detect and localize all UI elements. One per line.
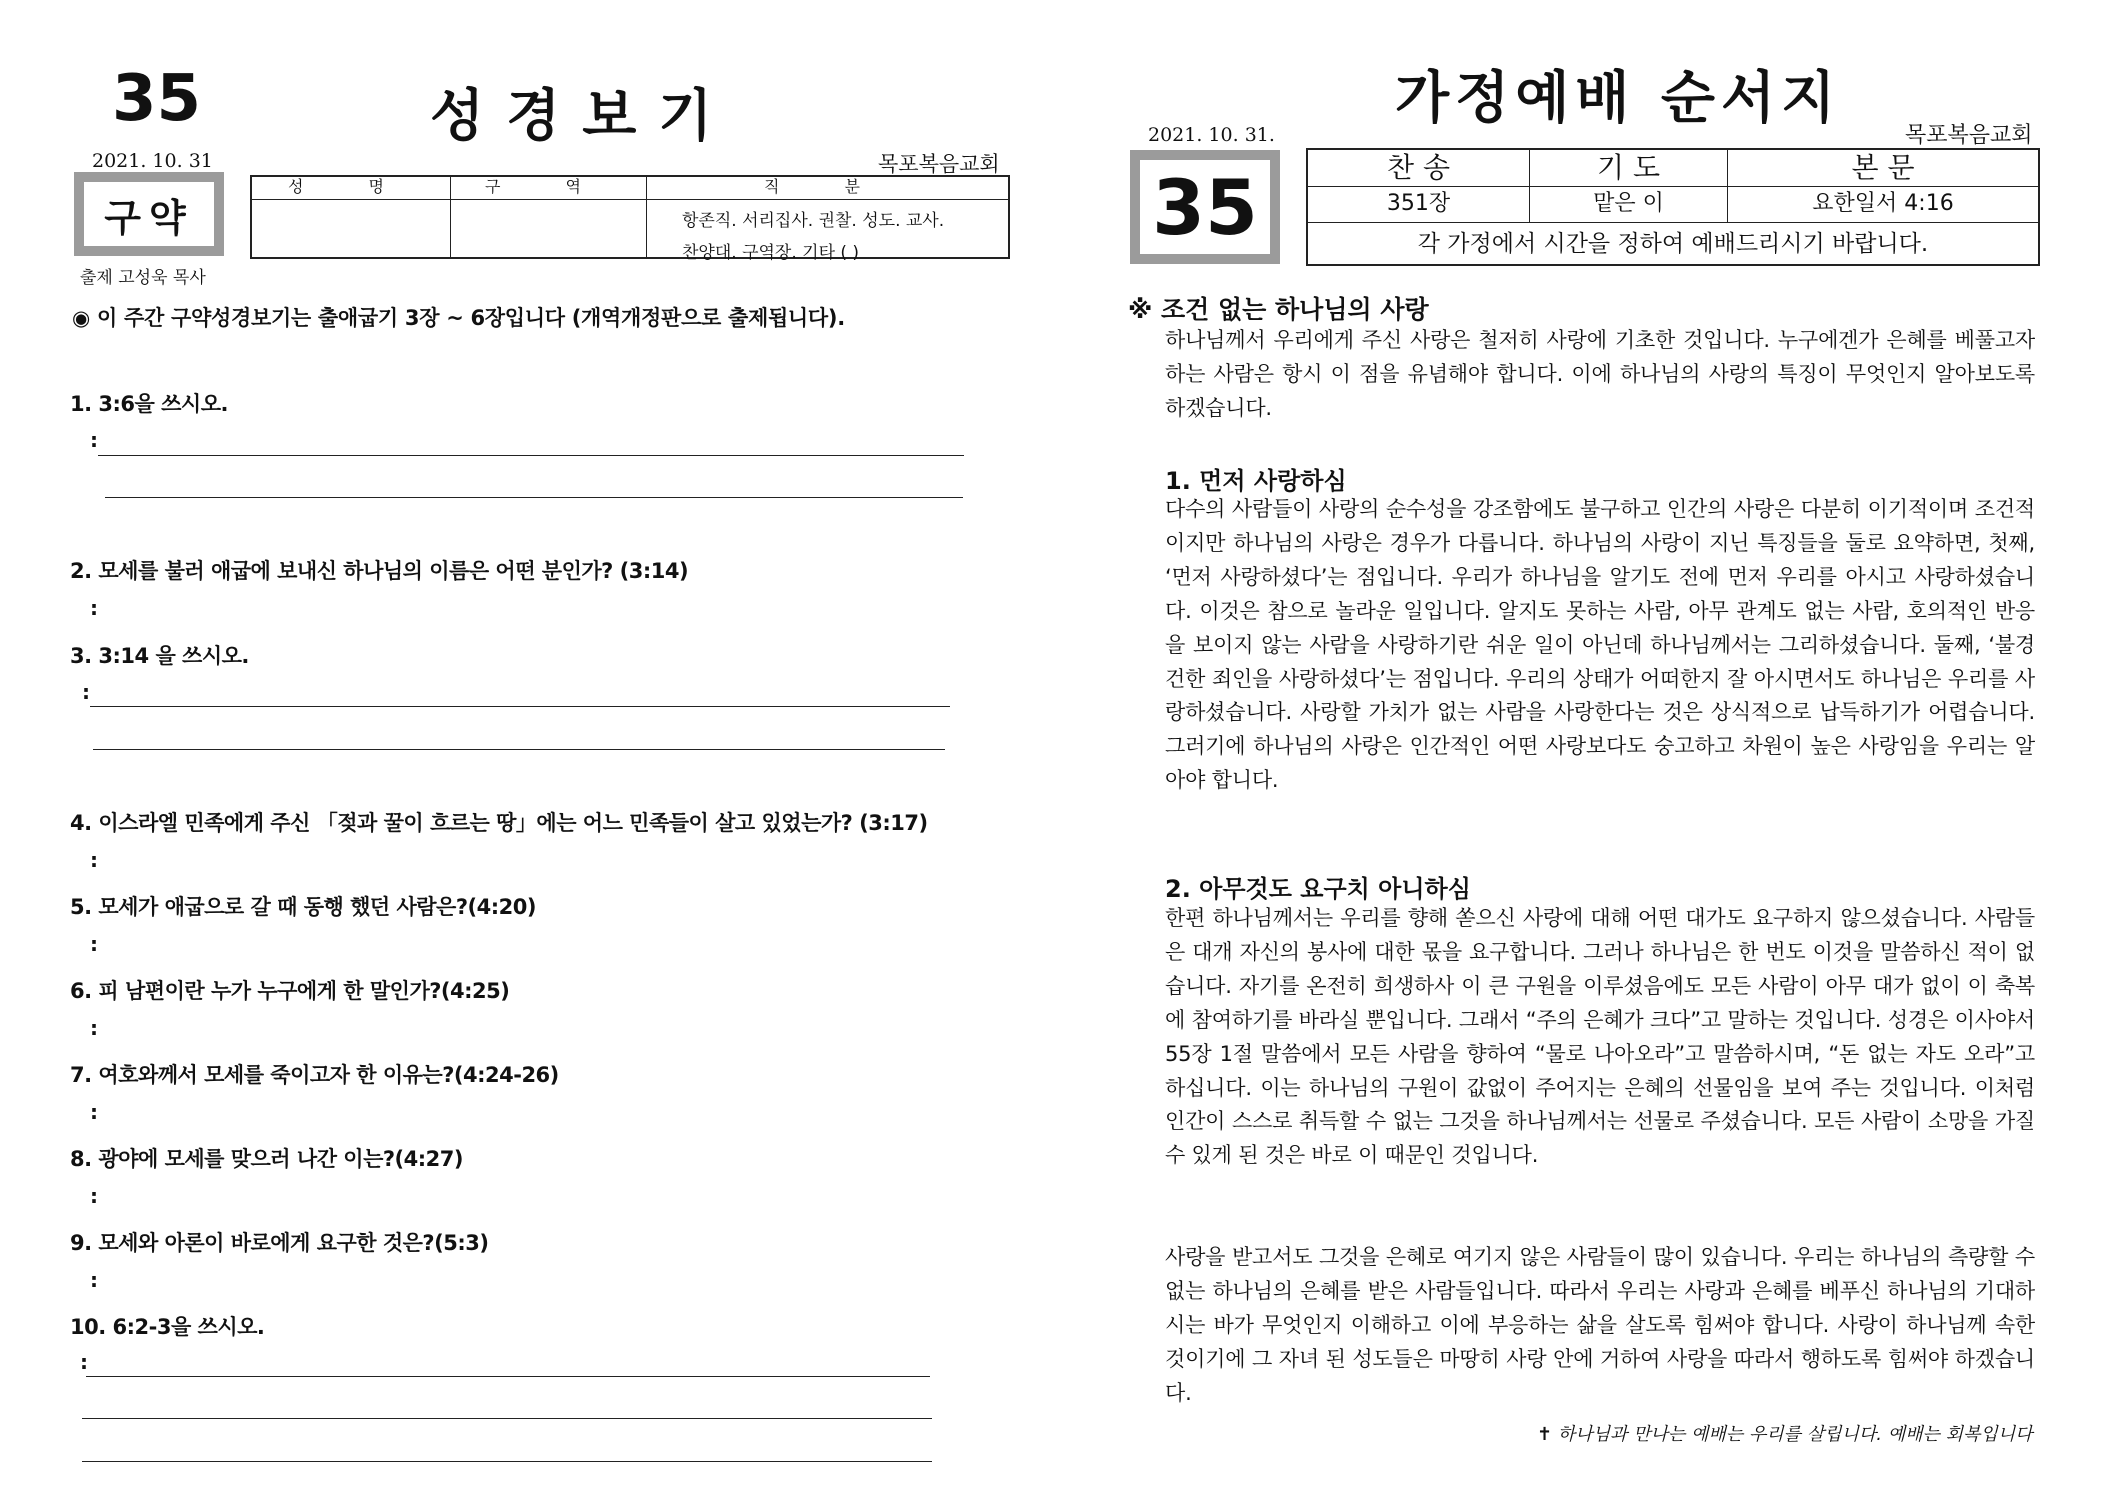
answer-line[interactable]	[105, 497, 963, 498]
answer-line[interactable]	[86, 1376, 930, 1377]
worship-title: 가정예배 순서지	[1395, 66, 1842, 131]
answer-line[interactable]	[82, 1418, 932, 1419]
church-name: 목포복음교회	[1905, 123, 2033, 148]
prayer-header: 기 도	[1530, 150, 1728, 186]
answer-line[interactable]	[98, 455, 964, 456]
question-5: 5. 모세가 애굽으로 갈 때 동행 했던 사람은?(4:20)	[70, 895, 536, 919]
answer-marker: :	[82, 680, 90, 704]
answer-line[interactable]	[90, 706, 950, 707]
worship-order-table	[1306, 148, 2040, 266]
sermon-heading: ※ 조건 없는 하나님의 사랑	[1128, 295, 1429, 324]
answer-line[interactable]	[82, 1461, 932, 1462]
order-value-row	[1308, 186, 2038, 223]
date: 2021. 10. 31	[92, 150, 213, 172]
author: 출제 고성욱 목사	[80, 268, 206, 288]
answer-marker: :	[80, 1350, 88, 1374]
answer-marker: :	[90, 428, 98, 452]
testament-badge	[74, 172, 224, 256]
answer-line[interactable]	[93, 749, 945, 750]
position-header: 직 분	[764, 177, 890, 196]
question-10: 10. 6:2-3을 쓰시오.	[70, 1315, 265, 1339]
question-6: 6. 피 남편이란 누가 누구에게 한 말인가?(4:25)	[70, 979, 510, 1003]
page-title: 성경보기	[430, 84, 735, 149]
district-header: 구 역	[485, 177, 611, 196]
issue-badge	[1130, 150, 1280, 264]
question-2: 2. 모세를 불러 애굽에 보내신 하나님의 이름은 어떤 분인가? (3:14)	[70, 559, 689, 583]
order-note: 각 가정에서 시간을 정하여 예배드리시기 바랍니다.	[1417, 231, 1929, 257]
position-options[interactable]	[682, 205, 944, 269]
intro-paragraph: 하나님께서 우리에게 주신 사랑은 철저히 사랑에 기초한 것입니다. 누구에겐가 은혜를 베풀고자 하는 사람은 항시 이 점을 유념해야 합니다. 이에 하나님의 사랑의 특징이 무엇인지 알아보도록 하겠습니다.	[1165, 328, 2035, 420]
info-table	[250, 175, 1010, 263]
order-header-row	[1308, 150, 2038, 187]
question-9: 9. 모세와 아론이 바로에게 요구한 것은?(5:3)	[70, 1231, 489, 1255]
hymn-header: 찬 송	[1308, 150, 1530, 186]
answer-marker: :	[90, 848, 98, 872]
date: 2021. 10. 31.	[1148, 124, 1275, 146]
hymn-value: 351장	[1308, 186, 1530, 222]
position-options-line2: 찬양대. 구역장. 기타 ( )	[682, 243, 860, 263]
answer-marker: :	[90, 1100, 98, 1124]
church-name: 목포복음교회	[878, 152, 1000, 176]
question-7: 7. 여호와께서 모세를 죽이고자 한 이유는?(4:24-26)	[70, 1063, 559, 1087]
prayer-value: 맡은 이	[1530, 186, 1728, 222]
issue-number: 35	[112, 62, 202, 136]
scripture-value: 요한일서 4:16	[1812, 191, 1954, 216]
position-options-line1: 항존직. 서리집사. 권찰. 성도. 교사.	[682, 211, 945, 231]
testament-badge-label: 구약	[84, 182, 214, 246]
answer-marker: :	[90, 1184, 98, 1208]
intro-notice: ◉ 이 주간 구약성경보기는 출애굽기 3장 ~ 6장입니다 (개역개정판으로 출제됩니다).	[72, 306, 845, 330]
question-8: 8. 광야에 모세를 맞으러 나간 이는?(4:27)	[70, 1147, 463, 1171]
answer-marker: :	[90, 1268, 98, 1292]
answer-marker: :	[90, 1016, 98, 1040]
section-1-body: 다수의 사람들이 사랑의 순수성을 강조함에도 불구하고 인간의 사랑은 다분히 이기적이며 조건적이지만 하나님의 사랑은 경우가 다릅니다. 하나님의 사랑이 지닌 특징들을 둘로 요약하면, 첫째, ‘먼저 사랑하셨다’는 점입니다. 우리가 하나님을 알기도 전에 먼저 우리를 아시고 사랑하셨습니다. 이것은 참으로 놀라운 일입니다. 알지도 못하는 사람, 아무 관계도 없는 사람, 호의적인 반응을 보이지 않는 사람을 사랑하기란 쉬운 일이 아닌데 하나님께서는 그리하셨습니다. 둘째, ‘불경건한 죄인을 사랑하셨다’는 점입니다. 우리의 상태가 어떠한지 잘 아시면서도 하나님은 우리를 사랑하셨습니다. 사랑할 가치가 없는 사람을 사랑한다는 것은 상식적으로 납득하기가 어렵습니다. 그러기에 하나님의 사랑은 인간적인 어떤 사랑보다도 숭고하고 차원이 높은 사랑임을 우리는 알아야 합니다.	[1165, 497, 2035, 793]
question-1: 1. 3:6을 쓰시오.	[70, 392, 228, 416]
question-4: 4. 이스라엘 민족에게 주신 「젖과 꿀이 흐르는 땅」에는 어느 민족들이 살고 있었는가? (3:17)	[70, 811, 928, 835]
answer-marker: :	[90, 932, 98, 956]
answer-marker: :	[90, 596, 98, 620]
closing-paragraph: 사랑을 받고서도 그것을 은혜로 여기지 않은 사람들이 많이 있습니다. 우리는 하나님의 측량할 수 없는 하나님의 은혜를 받은 사람들입니다. 따라서 우리는 사랑과 은혜를 베푸신 하나님의 기대하시는 바가 무엇인지 이해하고 이에 부응하는 삶을 살도록 힘써야 합니다. 사랑이 하나님께 속한 것이기에 그 자녀 된 성도들은 마땅히 사랑 안에 거하여 사랑을 따라서 행하도록 힘써야 하겠습니다.	[1165, 1245, 2035, 1405]
section-2-body: 한편 하나님께서는 우리를 향해 쏟으신 사랑에 대해 어떤 대가도 요구하지 않으셨습니다. 사람들은 대개 자신의 봉사에 대한 몫을 요구합니다. 그러나 하나님은 한 번도 이것을 말씀하신 적이 없습니다. 자기를 온전히 희생하사 이 큰 구원을 이루셨음에도 모든 사람이 아무 대가 없이 이 축복에 참여하기를 바라실 뿐입니다. 그래서 “주의 은혜가 크다”고 말하는 것입니다. 성경은 이사야서 55장 1절 말씀에서 모든 사람을 향하여 “물로 나아오라”고 말씀하시며, “돈 없는 자도 오라”고 하십니다. 이는 하나님의 구원이 값없이 주어지는 은혜의 선물임을 보여 주는 것입니다. 이처럼 인간이 스스로 취득할 수 없는 그것을 하나님께서는 선물로 주셨습니다. 모든 사람이 소망을 가질 수 있게 된 것은 바로 이 때문인 것입니다.	[1165, 906, 2035, 1168]
scripture-header: 본 문	[1851, 151, 1915, 184]
issue-number: 35	[1140, 160, 1270, 254]
question-3: 3. 3:14 을 쓰시오.	[70, 644, 249, 668]
district-column[interactable]	[450, 177, 647, 257]
section-2-title: 2. 아무것도 요구치 아니하심	[1165, 875, 1471, 903]
section-1-title: 1. 먼저 사랑하심	[1165, 467, 1347, 495]
name-header: 성 명	[288, 177, 414, 196]
name-column[interactable]	[252, 177, 451, 257]
footer-note: ✝ 하나님과 만나는 예배는 우리를 살립니다. 예배는 회복입니다	[1537, 1424, 2033, 1445]
